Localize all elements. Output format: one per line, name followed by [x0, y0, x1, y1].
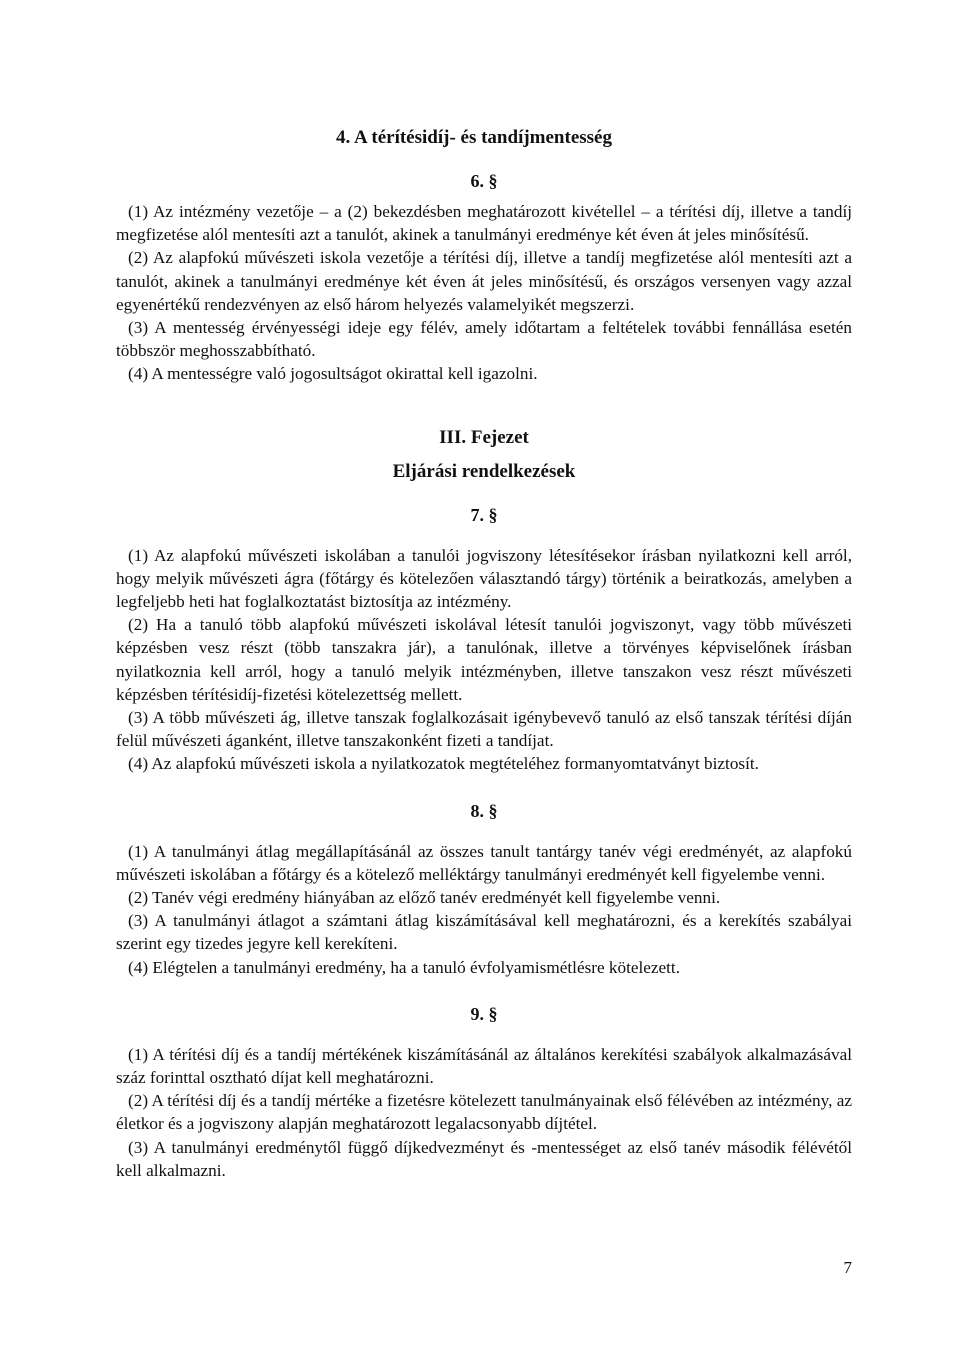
- section-sign-8: 8. §: [470, 800, 498, 821]
- paragraph-6-2: (2) Az alapfokú művészeti iskola vezetője a térítési díj, illetve a tandíj megfizetése alól mentesíti azt a tanulót, akinek a tanulmányi eredménye két éven át jeles minősítésű, és országos versenyen vagy azzal egyenértékű rendezvényen az első három helyezés valamelyikét megszerzi.: [116, 248, 852, 314]
- paragraph-8-4: (4) Elégtelen a tanulmányi eredmény, ha a tanuló évfolyamismétlésre kötelezett.: [128, 957, 681, 977]
- chapter-3-title: III. Fejezet: [439, 426, 529, 448]
- section-sign-7: 7. §: [470, 504, 498, 525]
- page-number: 7: [843, 1258, 852, 1277]
- paragraph-6-3: (3) A mentesség érvényességi ideje egy félév, amely időtartam a feltételek további fennállása esetén többször meghosszabbítható.: [116, 318, 852, 361]
- paragraph-7-4: (4) Az alapfokú művészeti iskola a nyilatkozatok megtételéhez formanyomtatványt biztosít.: [128, 754, 759, 774]
- paragraph-9-1: (1) A térítési díj és a tandíj mértékének kiszámításánál az általános kerekítési szabályok alkalmazásával száz forinttal osztható díjat kell meghatározni.: [116, 1044, 852, 1088]
- paragraph-8-3: (3) A tanulmányi átlagot a számtani átlag kiszámításával kell meghatározni, és a kerekítés szabályai szerint egy tizedes jegyre kell kerekíteni.: [116, 911, 852, 954]
- paragraph-9-2: (2) A térítési díj és a tandíj mértéke a fizetésre kötelezett tanulmányainak első félévében az intézmény, az életkor és a jogviszony alapján meghatározott legalacsonyabb díjtétel.: [116, 1091, 852, 1134]
- chapter-3-subtitle: Eljárási rendelkezések: [392, 460, 576, 482]
- paragraph-8-1: (1) A tanulmányi átlag megállapításánál az összes tanult tantárgy tanév végi eredményét, az alapfokú művészeti iskolában a főtárgy és a kötelező melléktárgy tanulmányi eredményét kell figyelembe venni.: [116, 841, 852, 884]
- paragraph-9-3: (3) A tanulmányi eredménytől függő díjkedvezményt és -mentességet az első tanév második félévétől kell alkalmazni.: [116, 1137, 852, 1180]
- paragraph-6-1: (1) Az intézmény vezetője – a (2) bekezdésben meghatározott kivétellel – a térítési díj, illetve a tandíj megfizetése alól mentesíti azt a tanulót, akinek a tanulmányi eredménye két éven át jeles minősítésű.: [116, 202, 852, 245]
- paragraph-7-2: (2) Ha a tanuló több alapfokú művészeti iskolával létesít tanulói jogviszonyt, vagy több művészeti képzésben vesz részt (több tanszakra jár), a tanulónak, illetve a törvényes képviselőnek írásban nyilatkoznia kell arról, hogy a tanuló melyik intézményben, illetve tanszakon vesz részt művészeti képzésben térítésidíj-fizetési kötelezettség mellett.: [116, 615, 852, 704]
- paragraph-6-4: (4) A mentességre való jogosultságot okirattal kell igazolni.: [128, 364, 538, 384]
- section-sign-6: 6. §: [470, 171, 498, 191]
- chapter-heading: 4. A térítésidíj- és tandíjmentesség: [336, 127, 612, 148]
- paragraph-8-2: (2) Tanév végi eredmény hiányában az előző tanév eredményét kell figyelembe venni.: [128, 888, 721, 908]
- paragraph-7-1: (1) Az alapfokú művészeti iskolában a tanulói jogviszony létesítésekor írásban nyilatkozni kell arról, hogy melyik művészeti ágra (főtárgy és kötelezően választandó tárgy) történik a beiratkozás, amelyben a legfeljebb heti hat foglalkoztatást biztosítja az intézmény.: [116, 545, 852, 612]
- paragraph-7-3: (3) A több művészeti ág, illetve tanszak foglalkozásait igénybevevő tanuló az első tanszak térítési díján felül művészeti áganként, illetve tanszakonként fizeti a tandíjat.: [116, 708, 852, 751]
- document-page: [116, 124, 852, 1182]
- section-sign-9: 9. §: [470, 1003, 498, 1024]
